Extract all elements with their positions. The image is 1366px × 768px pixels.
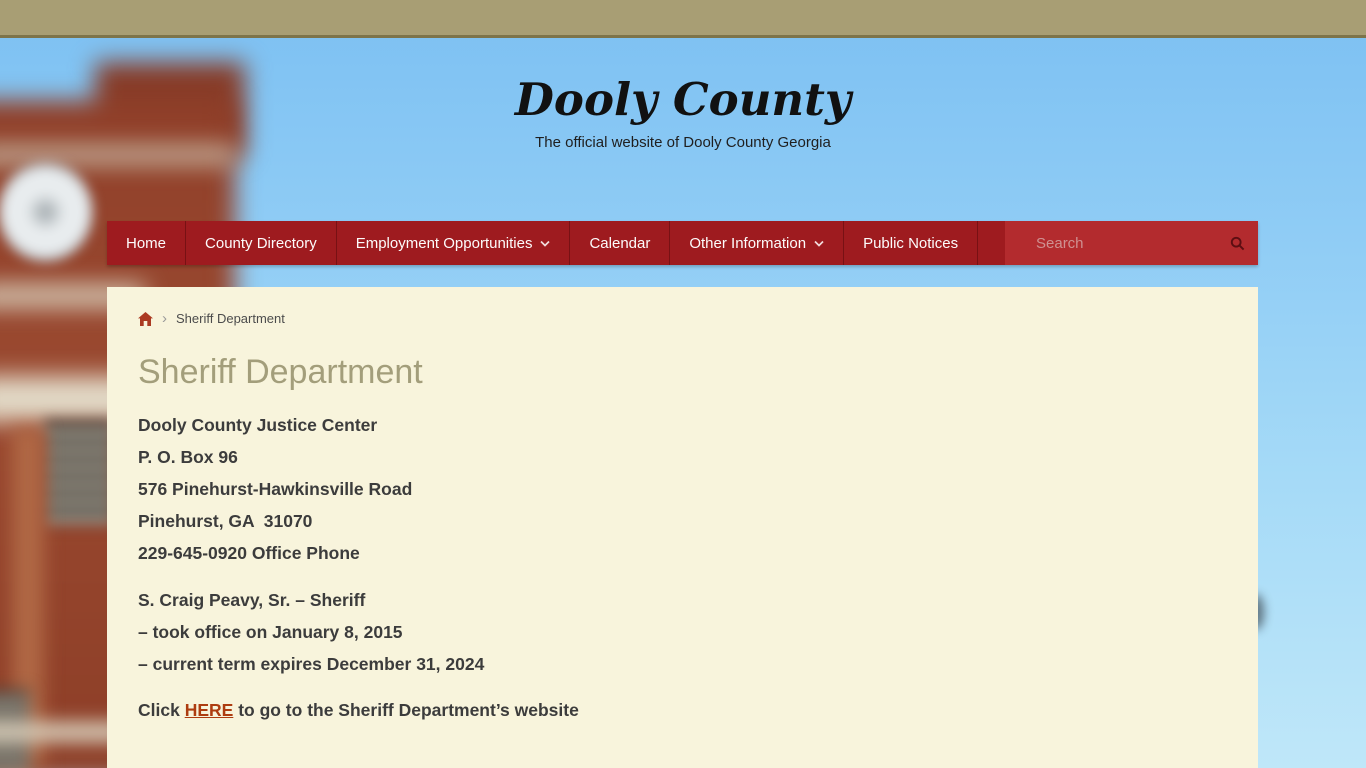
nav-item-calendar-label: Calendar — [589, 234, 651, 252]
sheriff-info-line: – current term expires December 31, 2024 — [138, 654, 485, 674]
main-navigation — [107, 221, 1258, 265]
chevron-down-icon — [540, 240, 550, 247]
address-block — [138, 409, 1227, 569]
search-input[interactable] — [1005, 221, 1216, 265]
sheriff-info-line: S. Craig Peavy, Sr. – Sheriff — [138, 590, 366, 610]
address-line: Dooly County Justice Center — [138, 415, 378, 435]
nav-item-county-directory-label: County Directory — [205, 234, 317, 252]
address-line: 576 Pinehurst-Hawkinsville Road — [138, 479, 413, 499]
top-accent-bar — [0, 0, 1366, 38]
sheriff-website-link[interactable]: HERE — [184, 700, 234, 720]
search-box — [1005, 221, 1258, 265]
nav-item-home-label: Home — [126, 234, 167, 252]
address-line: Pinehurst, GA 31070 — [138, 511, 313, 531]
breadcrumb-home-link[interactable] — [138, 312, 153, 326]
search-icon — [1230, 236, 1245, 251]
sheriff-info-line: – took office on January 8, 2015 — [138, 622, 403, 642]
nav-item-public-notices-label: Public Notices — [863, 234, 959, 252]
nav-item-public-notices[interactable] — [844, 221, 978, 265]
address-line: P. O. Box 96 — [138, 447, 238, 467]
sheriff-info-block — [138, 584, 1227, 680]
content-panel — [107, 287, 1258, 768]
nav-item-county-directory[interactable] — [186, 221, 337, 265]
website-link-line — [138, 694, 1227, 726]
nav-item-home[interactable] — [107, 221, 186, 265]
nav-spacer — [978, 221, 1005, 265]
nav-item-calendar[interactable] — [570, 221, 670, 265]
nav-item-employment-opportunities-label: Employment Opportunities — [355, 234, 533, 252]
nav-item-employment-opportunities[interactable] — [337, 221, 571, 265]
breadcrumb — [138, 311, 1227, 326]
nav-item-other-information[interactable] — [670, 221, 844, 265]
site-title-link[interactable]: Dooly County — [514, 73, 852, 126]
chevron-right-icon: › — [162, 310, 167, 327]
address-line: 229-645-0920 Office Phone — [138, 543, 360, 563]
breadcrumb-current: Sheriff Department — [176, 311, 285, 326]
site-header — [0, 41, 1366, 151]
chevron-down-icon — [814, 240, 824, 247]
page-title: Sheriff Department — [138, 353, 423, 391]
home-icon — [138, 312, 153, 326]
nav-item-other-information-label: Other Information — [689, 234, 807, 252]
link-suffix-text: to go to the Sheriff Department’s website — [233, 700, 579, 720]
bg-window-louvers — [44, 420, 114, 525]
bg-clock-face — [0, 162, 93, 262]
link-prefix-text: Click — [138, 700, 185, 720]
site-tagline: The official website of Dooly County Georgia — [535, 133, 831, 151]
search-button[interactable] — [1216, 221, 1258, 265]
